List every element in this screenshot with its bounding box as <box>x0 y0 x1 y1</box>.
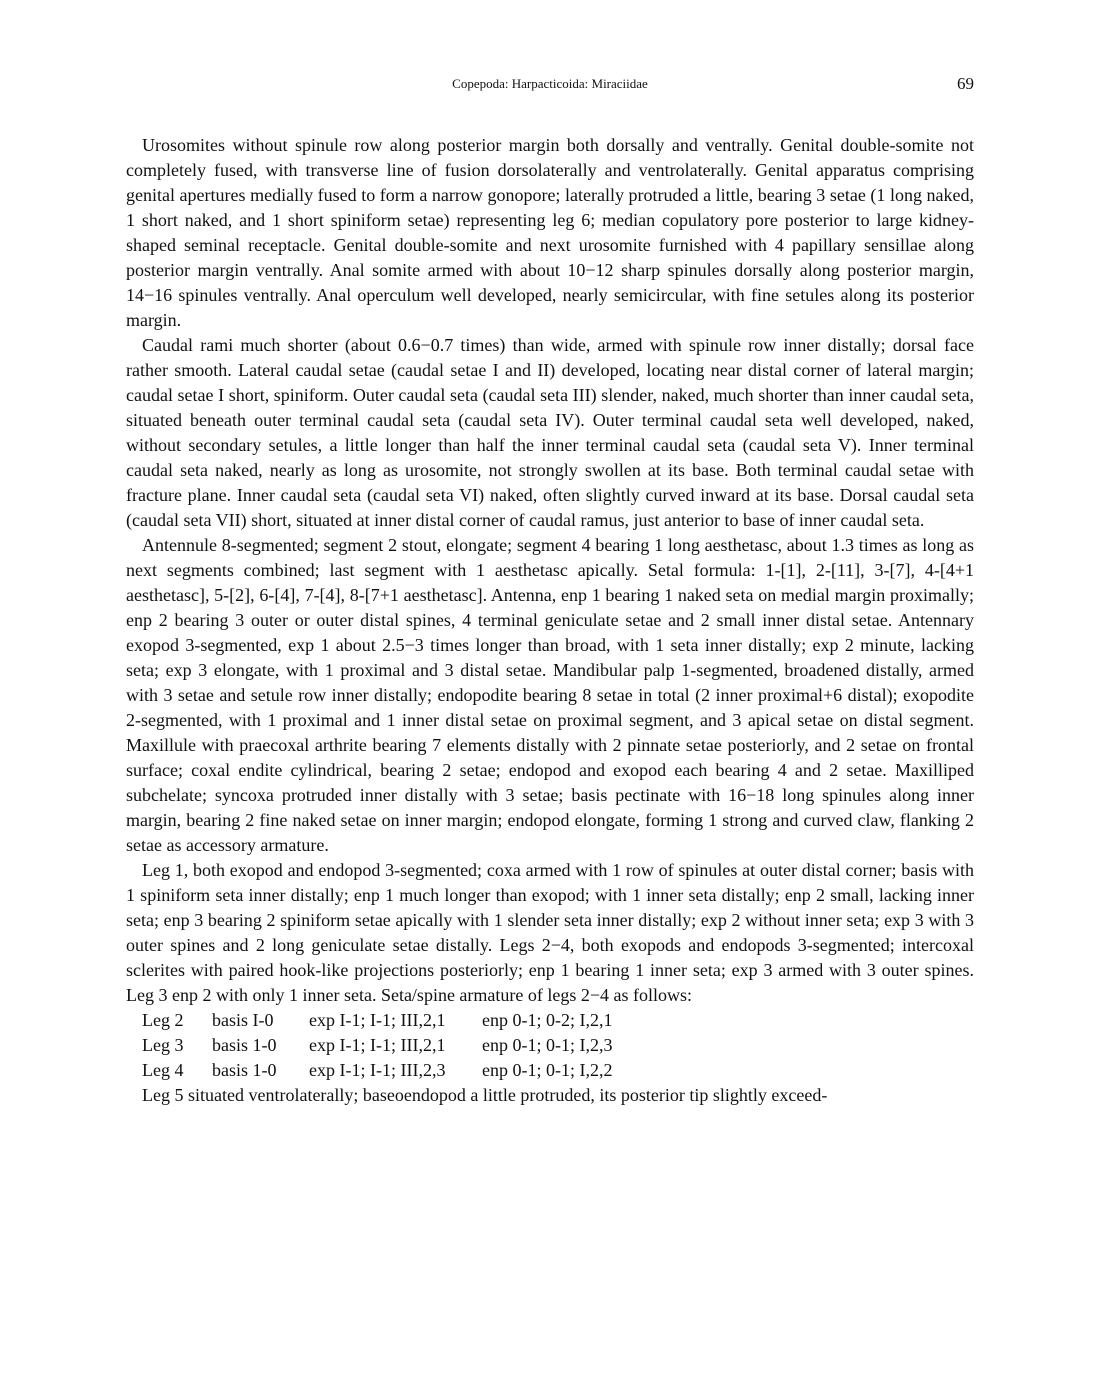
body-text <box>126 133 974 1108</box>
page-number: 69 <box>957 74 974 93</box>
exp-cell: exp I-1; I-1; III,2,1 <box>309 1035 446 1055</box>
table-row <box>142 1058 612 1083</box>
table-row <box>142 1033 612 1058</box>
enp-cell: enp 0-1; 0-2; I,2,1 <box>482 1010 613 1030</box>
enp-cell: enp 0-1; 0-1; I,2,2 <box>482 1060 613 1080</box>
paragraph-caudal-rami: Caudal rami much shorter (about 0.6−0.7 times) than wide, armed with spinule row inner distally; dorsal face rather smooth. Lateral caudal setae (caudal setae I and II) developed, locating near distal corner of lateral margin; caudal setae I short, spiniform. Outer caudal seta (caudal seta III) slender, naked, much shorter than inner caudal seta, situated beneath outer terminal caudal seta (caudal seta IV). Outer terminal caudal seta well developed, naked, without secondary setules, a little longer than half the inner terminal caudal seta (caudal seta V). Inner terminal caudal seta naked, nearly as long as urosomite, not strongly swollen at its base. Both terminal caudal setae with fracture plane. Inner caudal seta (caudal seta VI) naked, often slightly curved inward at its base. Dorsal caudal seta (caudal seta VII) short, situated at inner distal corner of caudal ramus, just anterior to base of inner caudal seta. <box>126 335 974 530</box>
basis-cell: basis 1-0 <box>212 1035 277 1055</box>
paragraph-urosomites: Urosomites without spinule row along posterior margin both dorsally and ventrally. Genital double-somite not completely fused, with transverse line of fusion dorsolaterally and ventrolaterally. Genital apparatus comprising genital apertures medially fused to form a narrow gonopore; laterally protruded a little, bearing 3 setae (1 long naked, 1 short naked, and 1 short spiniform setae) representing leg 6; median copulatory pore posterior to large kidney-shaped seminal receptacle. Genital double-somite and next urosomite furnished with 4 papillary sensillae along posterior margin ventrally. Anal somite armed with about 10−12 sharp spinules dorsally along posterior margin, 14−16 spinules ventrally. Anal operculum well developed, nearly semicircular, with fine setules along its posterior margin. <box>126 135 974 330</box>
running-head: Copepoda: Harpacticoida: Miraciidae <box>452 76 648 91</box>
leg-armature-table <box>142 1008 612 1083</box>
paragraph-leg-1: Leg 1, both exopod and endopod 3-segmented; coxa armed with 1 row of spinules at outer distal corner; basis with 1 spiniform seta inner distally; enp 1 much longer than exopod; with 1 inner seta distally; enp 2 small, lacking inner seta; enp 3 bearing 2 spiniform setae apically with 1 slender seta inner distally; exp 2 without inner seta; exp 3 with 3 outer spines and 2 long geniculate setae distally. Legs 2−4, both exopods and endopods 3-segmented; intercoxal sclerites with paired hook-like projections posteriorly; enp 1 bearing 1 inner seta; exp 3 armed with 3 outer spines. Leg 3 enp 2 with only 1 inner seta. Seta/spine armature of legs 2−4 as follows: <box>126 860 974 1005</box>
leg-cell: Leg 3 <box>142 1035 184 1055</box>
paragraph-antennule: Antennule 8-segmented; segment 2 stout, elongate; segment 4 bearing 1 long aesthetasc, about 1.3 times as long as next segments combined; last segment with 1 aesthetasc apically. Setal formula: 1-[1], 2-[11], 3-[7], 4-[4+1 aesthetasc], 5-[2], 6-[4], 7-[4], 8-[7+1 aesthetasc]. Antenna, enp 1 bearing 1 naked seta on medial margin proximally; enp 2 bearing 3 outer or outer distal spines, 4 terminal geniculate setae and 2 small inner distal setae. Antennary exopod 3-segmented, exp 1 about 2.5−3 times longer than broad, with 1 seta inner distally; exp 2 minute, lacking seta; exp 3 elongate, with 1 proximal and 3 distal setae. Mandibular palp 1-segmented, broadened distally, armed with 3 setae and setule row inner distally; endopodite bearing 8 setae in total (2 inner proximal+6 distal); exopodite 2-segmented, with 1 proximal and 1 inner distal setae on proximal segment, and 3 apical setae on distal segment. Maxillule with praecoxal arthrite bearing 7 elements distally with 2 pinnate setae posteriorly, and 2 setae on frontal surface; coxal endite cylindrical, bearing 2 setae; endopod and exopod each bearing 4 and 2 setae. Maxilliped subchelate; syncoxa protruded inner distally with 3 setae; basis pectinate with 16−18 long spinules along inner margin, bearing 2 fine naked setae on inner margin; endopod elongate, forming 1 strong and curved claw, flanking 2 setae as accessory armature. <box>126 535 974 855</box>
exp-cell: exp I-1; I-1; III,2,3 <box>309 1060 446 1080</box>
leg-cell: Leg 4 <box>142 1060 184 1080</box>
paragraph-leg-5: Leg 5 situated ventrolaterally; baseoendopod a little protruded, its posterior tip slightly exceed- <box>142 1085 828 1105</box>
basis-cell: basis I-0 <box>212 1010 274 1030</box>
basis-cell: basis 1-0 <box>212 1060 277 1080</box>
exp-cell: exp I-1; I-1; III,2,1 <box>309 1010 446 1030</box>
table-row <box>142 1008 612 1033</box>
leg-cell: Leg 2 <box>142 1010 184 1030</box>
enp-cell: enp 0-1; 0-1; I,2,3 <box>482 1035 613 1055</box>
